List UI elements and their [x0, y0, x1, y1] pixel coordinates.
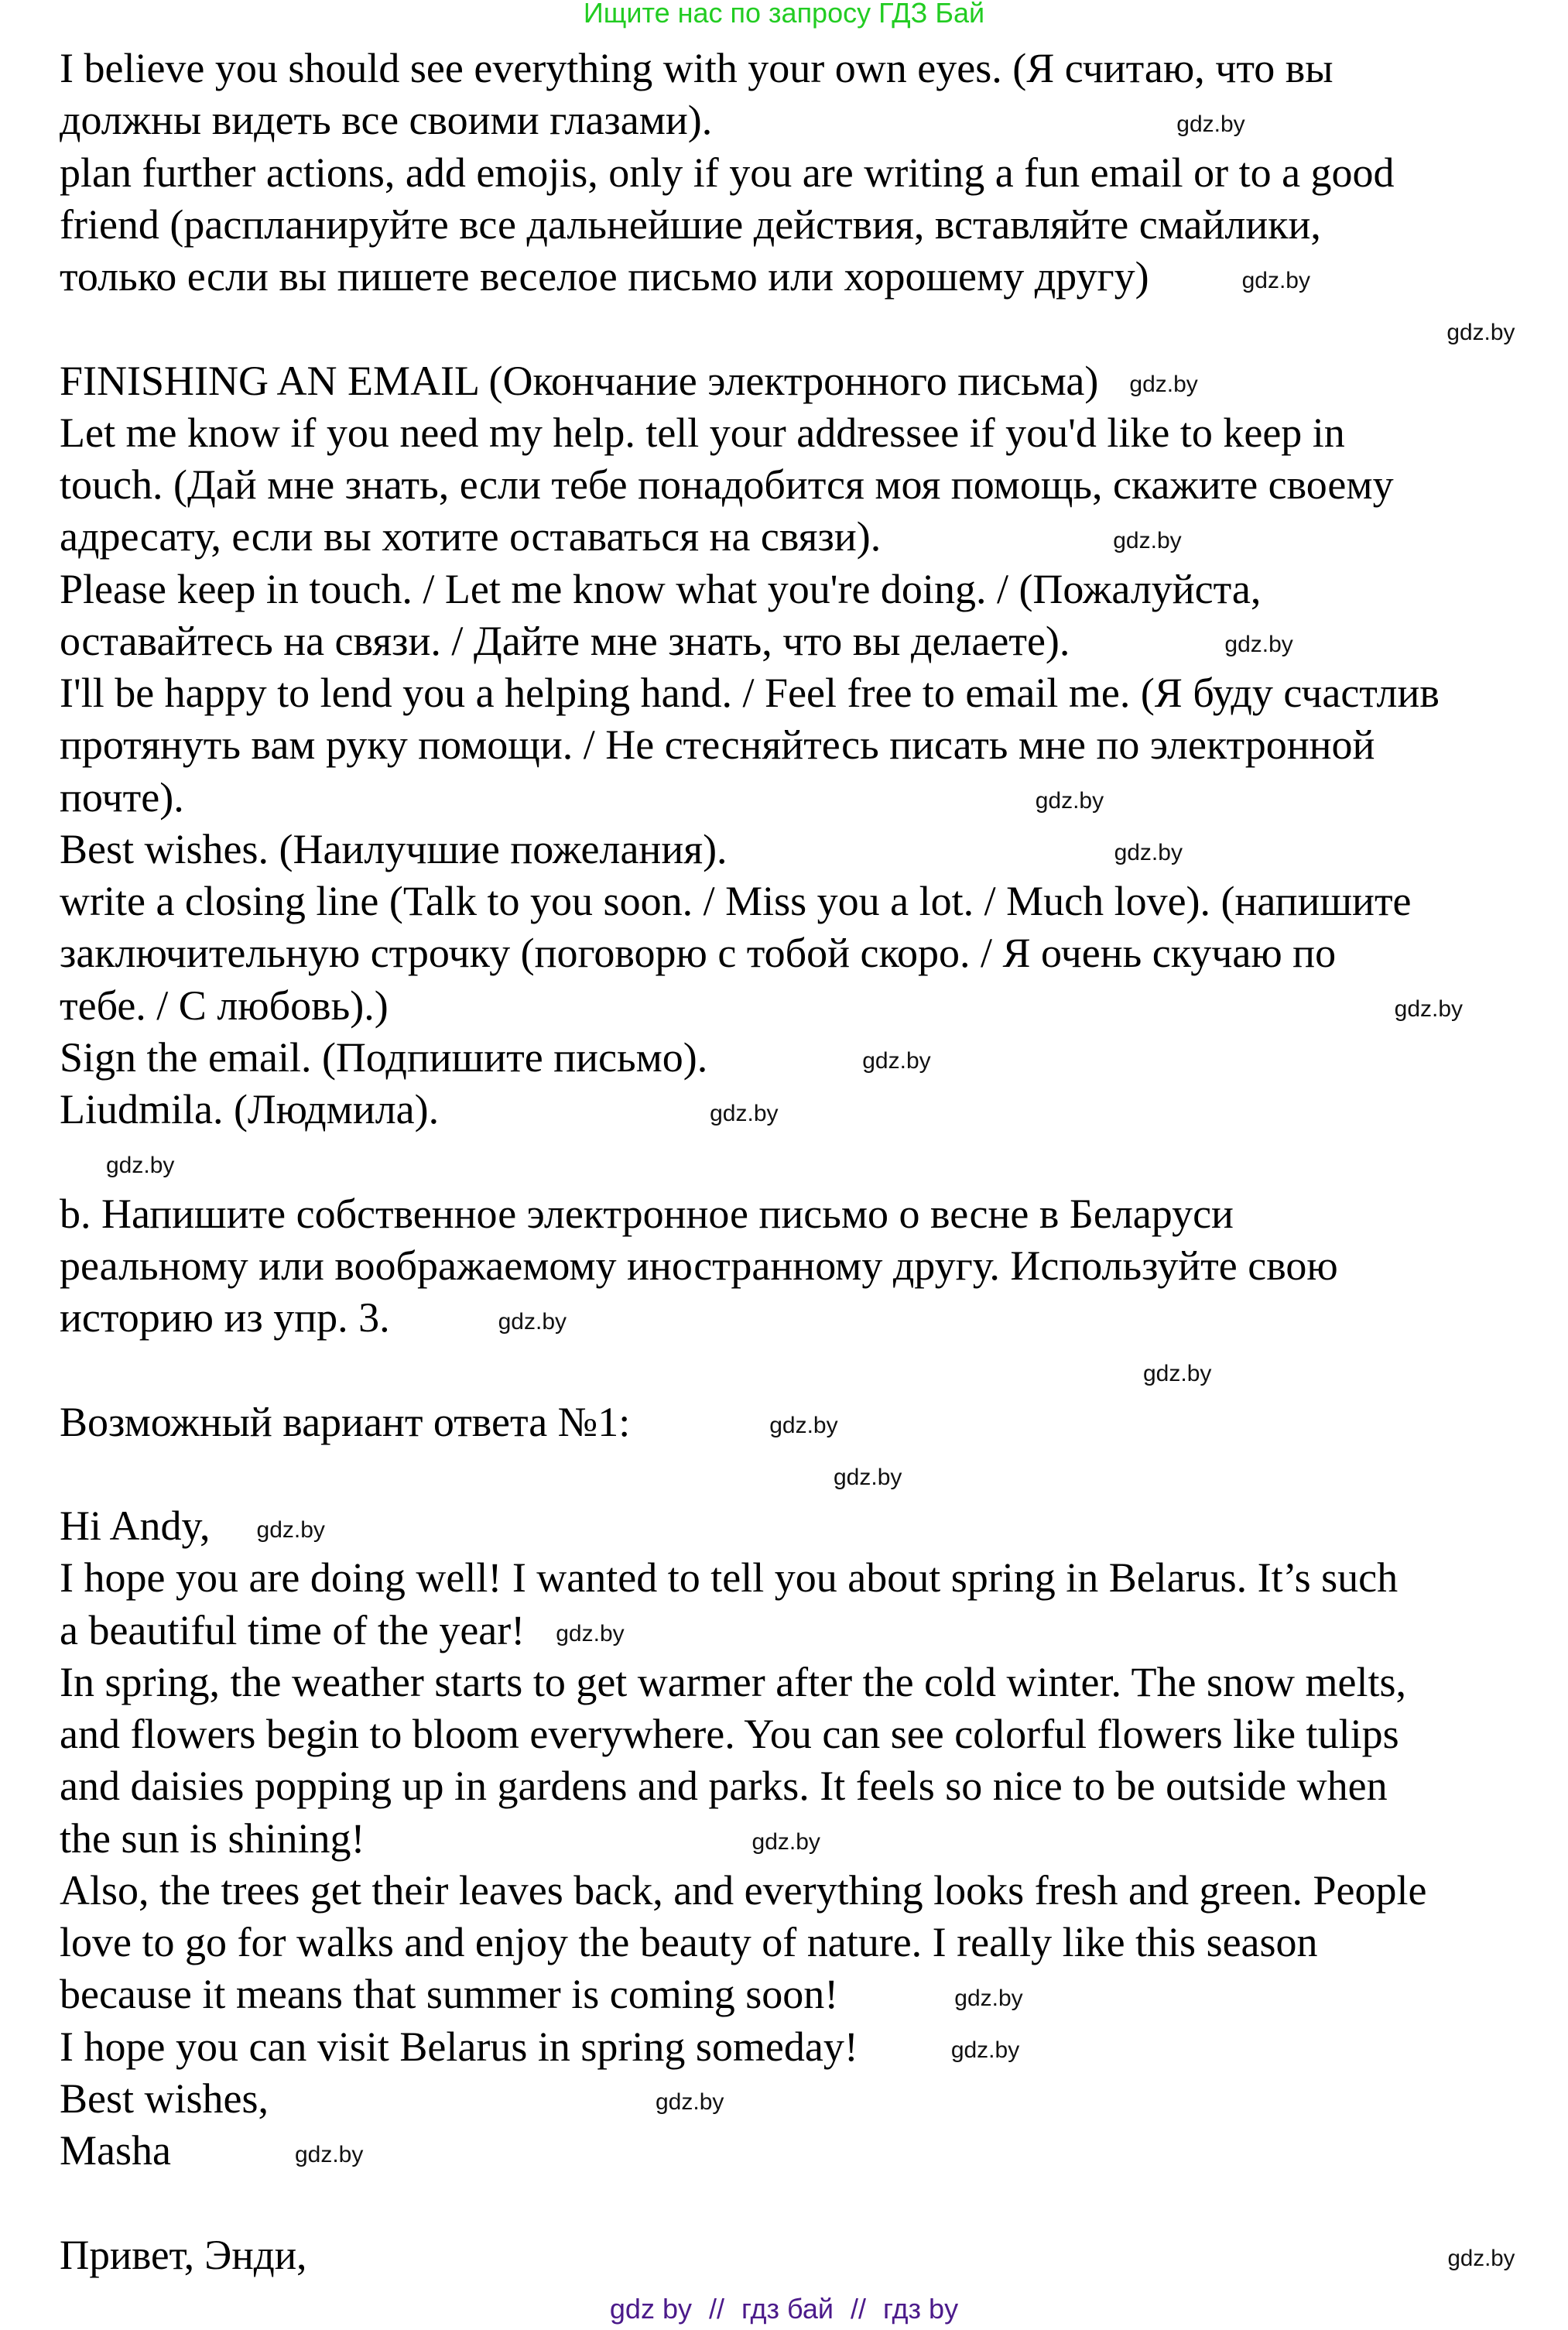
search-banner: Ищите нас по запросу ГДЗ Бай [583, 0, 985, 29]
watermark-text: gdz.by [834, 1465, 902, 1491]
line-text: I hope you can visit Belarus in spring someday! [60, 2023, 858, 2070]
line-text: touch. (Дай мне знать, если тебе понадобится моя помощь, скажите своему [60, 461, 1394, 508]
watermark-text: gdz.by [1143, 1360, 1212, 1386]
line-text: and daisies popping up in gardens and parks. It feels so nice to be outside when [60, 1763, 1388, 1810]
line-text: оставайтесь на связи. / Дайте мне знать, что вы делаете). [60, 617, 1070, 664]
line-text: реальному или воображаемому иностранному другу. Используйте свою [60, 1242, 1338, 1289]
watermark-text: gdz.by [656, 2089, 724, 2116]
text-line [60, 1917, 1515, 1969]
line-text: plan further actions, add emojis, only if you are writing a fun email or to a good [60, 149, 1395, 196]
blank-line [60, 1344, 1515, 1396]
text-line [60, 1084, 1515, 1136]
text-line [60, 1032, 1515, 1084]
watermark-text: gdz.by [954, 1985, 1023, 2011]
text-line [60, 1865, 1515, 1917]
footer-link-gdz-by[interactable]: gdz by [609, 2293, 692, 2325]
text-line [60, 355, 1515, 407]
watermark-text: gdz.by [751, 1829, 820, 1855]
line-text: b. Напишите собственное электронное письмо о весне в Беларуси [60, 1190, 1234, 1237]
line-text: I believe you should see everything with your own eyes. (Я считаю, что вы [60, 45, 1333, 91]
footer-links [0, 2293, 1568, 2325]
watermark-text: gdz.by [1241, 267, 1310, 293]
text-line [60, 511, 1515, 563]
line-text: because it means that summer is coming soon! [60, 1971, 839, 2018]
line-text: историю из упр. 3. [60, 1294, 390, 1341]
line-text: Let me know if you need my help. tell your addressee if you'd like to keep in [60, 409, 1345, 456]
line-text: должны видеть все своими глазами). [60, 97, 713, 144]
line-text: тебе. / С любовь).) [60, 982, 389, 1029]
line-text: write a closing line (Talk to you soon. / Miss you a lot. / Much love). (напишите [60, 878, 1412, 924]
line-text: почте). [60, 773, 184, 821]
blank-line [60, 2177, 1515, 2229]
text-line [60, 94, 1515, 146]
text-line [60, 1552, 1515, 1604]
watermark-text: gdz.by [1447, 2246, 1515, 2272]
text-line [60, 147, 1515, 199]
text-line [60, 1500, 1515, 1552]
line-text: только если вы пишете веселое письмо или хорошему другу) [60, 253, 1149, 300]
line-text: Sign the email. (Подпишите письмо). [60, 1033, 708, 1081]
text-line [60, 1605, 1515, 1657]
line-text: FINISHING AN EMAIL (Окончание электронного письма) [60, 357, 1099, 404]
text-line [60, 1396, 1515, 1448]
blank-line [60, 1448, 1515, 1500]
text-line [60, 1240, 1515, 1292]
watermark-text: gdz.by [1113, 527, 1182, 553]
line-text: In spring, the weather starts to get warmer after the cold winter. The snow melts, [60, 1658, 1406, 1705]
line-text: a beautiful time of the year! [60, 1606, 526, 1653]
watermark-text: gdz.by [769, 1413, 838, 1439]
line-text: Please keep in touch. / Let me know what you're doing. / (Пожалуйста, [60, 565, 1262, 612]
watermark-text: gdz.by [556, 1621, 625, 1647]
footer-link-gdz-by-ru[interactable]: гдз by [883, 2293, 959, 2325]
line-text: the sun is shining! [60, 1814, 365, 1862]
text-line [60, 251, 1515, 303]
watermark-text: gdz.by [1129, 372, 1198, 398]
line-text: Возможный вариант ответа №1: [60, 1398, 631, 1445]
text-line [60, 719, 1515, 771]
watermark-text: gdz.by [498, 1308, 567, 1335]
line-text: Liudmila. (Людмила). [60, 1086, 440, 1132]
text-line [60, 43, 1515, 94]
text-line [60, 1188, 1515, 1240]
text-line [60, 459, 1515, 511]
text-line [60, 564, 1515, 615]
watermark-text: gdz.by [106, 1152, 175, 1178]
text-line [60, 1760, 1515, 1812]
watermark-text: gdz.by [1176, 111, 1245, 137]
watermark-text: gdz.by [1224, 632, 1293, 658]
line-text: I'll be happy to lend you a helping hand. / Feel free to email me. (Я буду счастлив [60, 670, 1440, 716]
text-line [60, 824, 1515, 875]
watermark-text: gdz.by [950, 2037, 1020, 2064]
footer-separator: // [709, 2293, 725, 2325]
line-text: I hope you are doing well! I wanted to tell you about spring in Belarus. It’s such [60, 1554, 1399, 1602]
line-text: заключительную строчку (поговорю с тобой скоро. / Я очень скучаю по [60, 930, 1337, 977]
blank-line [60, 1136, 1515, 1187]
watermark-text: gdz.by [1114, 840, 1183, 866]
text-line [60, 927, 1515, 979]
watermark-text: gdz.by [710, 1100, 779, 1126]
text-line [60, 1813, 1515, 1865]
line-text: Привет, Энди, [60, 2231, 307, 2278]
line-text: Hi Andy, [60, 1503, 211, 1549]
line-text: and flowers begin to bloom everywhere. You can see colorful flowers like tulips [60, 1711, 1399, 1757]
text-line [60, 1292, 1515, 1344]
watermark-text: gdz.by [1035, 788, 1104, 814]
line-text: адресату, если вы хотите оставаться на связи). [60, 513, 882, 560]
text-line [60, 980, 1515, 1032]
text-line [60, 2021, 1515, 2073]
footer-link-gdz-bai[interactable]: гдз бай [741, 2293, 834, 2325]
line-text: Masha [60, 2127, 171, 2174]
document-body [60, 43, 1515, 2281]
watermark-text: gdz.by [1446, 319, 1515, 345]
line-text: Best wishes, [60, 2075, 269, 2122]
blank-line [60, 303, 1515, 355]
text-line [60, 2073, 1515, 2125]
text-line [60, 615, 1515, 667]
line-text: friend (распланируйте все дальнейшие действия, вставляйте смайлики, [60, 200, 1321, 248]
footer-separator: // [851, 2293, 867, 2325]
text-line [60, 2229, 1515, 2281]
watermark-text: gdz.by [862, 1048, 931, 1074]
watermark-text: gdz.by [1394, 996, 1464, 1023]
text-line [60, 1708, 1515, 1760]
text-line [60, 875, 1515, 927]
line-text: протянуть вам руку помощи. / Не стесняйтесь писать мне по электронной [60, 721, 1375, 769]
line-text: Also, the trees get their leaves back, and everything looks fresh and green. People [60, 1866, 1427, 1914]
text-line [60, 772, 1515, 824]
text-line [60, 199, 1515, 251]
text-line [60, 1969, 1515, 2020]
text-line [60, 407, 1515, 459]
text-line [60, 1657, 1515, 1708]
line-text: Best wishes. (Наилучшие пожелания). [60, 825, 728, 872]
line-text: love to go for walks and enjoy the beauty of nature. I really like this season [60, 1919, 1318, 1965]
text-line [60, 667, 1515, 719]
watermark-text: gdz.by [256, 1516, 325, 1543]
watermark-text: gdz.by [294, 2141, 364, 2167]
text-line [60, 2125, 1515, 2177]
